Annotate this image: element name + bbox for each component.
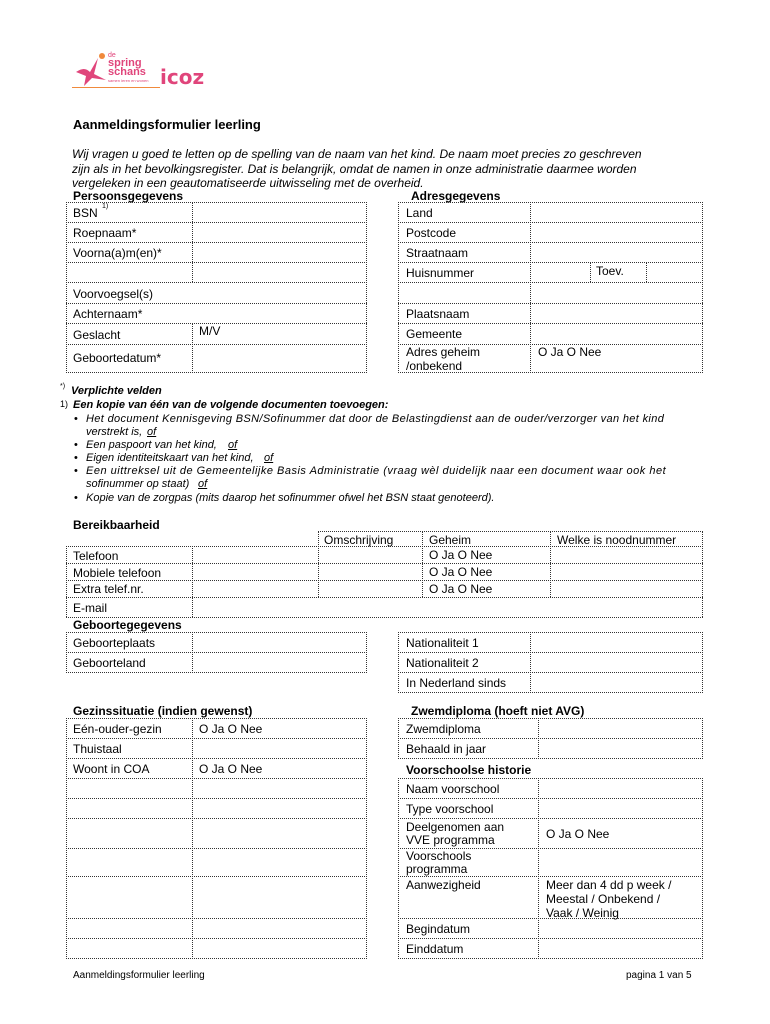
bullet-icon: • bbox=[74, 413, 78, 425]
kopie-note: Een kopie van één van de volgende documenten toevoegen: bbox=[73, 399, 389, 411]
doc-item-2-of: of bbox=[228, 439, 238, 451]
land-label: Land bbox=[406, 206, 433, 220]
bullet-icon: • bbox=[74, 492, 78, 504]
plaatsnaam-label: Plaatsnaam bbox=[406, 307, 470, 321]
logo-tagline: samen leren en wonen bbox=[108, 78, 149, 83]
zwemdiploma-label: Zwemdiploma bbox=[406, 722, 481, 736]
col-omschrijving: Omschrijving bbox=[324, 533, 394, 547]
doc-item-3-of: of bbox=[264, 452, 274, 464]
bullet-icon: • bbox=[74, 439, 78, 451]
mobiel-label: Mobiele telefoon bbox=[73, 566, 162, 580]
huisnummer-label: Huisnummer bbox=[406, 266, 475, 280]
roepnaam-label: Roepnaam* bbox=[73, 226, 137, 240]
programma-label-1: Voorschools bbox=[406, 849, 472, 863]
geboorteland-label: Geboorteland bbox=[73, 656, 146, 670]
in-nl-sinds-label: In Nederland sinds bbox=[406, 676, 507, 690]
voornamen-extra-field[interactable] bbox=[67, 263, 366, 282]
geboorteplaats-label: Geboorteplaats bbox=[73, 636, 156, 650]
programma-label-2: programma bbox=[406, 862, 468, 876]
logo-schans: schans bbox=[108, 66, 146, 78]
begindatum-label: Begindatum bbox=[406, 922, 471, 936]
geboortedatum-field[interactable] bbox=[193, 345, 366, 372]
one-footnote-mark: 1) bbox=[60, 399, 69, 409]
eenouder-label: Eén-ouder-gezin bbox=[73, 722, 162, 736]
footer-left: Aanmeldingsformulier leerling bbox=[73, 970, 205, 981]
telefoon-geheim[interactable]: O Ja O Nee bbox=[429, 548, 493, 562]
vve-label-1: Deelgenomen aan bbox=[406, 820, 505, 834]
adres-heading: Adresgegevens bbox=[411, 189, 501, 203]
doc-item-1-line-1: Het document Kennisgeving BSN/Sofinummer dat door de Belastingdienst aan de ouder/verzorger van het kind bbox=[86, 413, 665, 425]
logo-spring: spring bbox=[108, 57, 142, 69]
coa-label: Woont in COA bbox=[73, 762, 150, 776]
doc-item-4-line-1: Een uittreksel uit de Gemeentelijke Basis Administratie (vraag wèl duidelijk naar een document waar ook het bbox=[86, 465, 667, 477]
straatnaam-label: Straatnaam bbox=[406, 246, 469, 260]
behaald-label: Behaald in jaar bbox=[406, 742, 487, 756]
nationaliteit1-label: Nationaliteit 1 bbox=[406, 636, 479, 650]
mobiel-geheim[interactable]: O Ja O Nee bbox=[429, 565, 493, 579]
telefoon-label: Telefoon bbox=[73, 549, 119, 563]
verplicht-note: Verplichte velden bbox=[71, 385, 162, 397]
postcode-label: Postcode bbox=[406, 226, 457, 240]
naam-voorschool-label: Naam voorschool bbox=[406, 782, 500, 796]
voornamen-field[interactable] bbox=[193, 243, 366, 262]
toev-label: Toev. bbox=[596, 264, 624, 278]
logo-underline bbox=[72, 87, 160, 88]
doc-item-1-of: of bbox=[147, 426, 157, 438]
doc-item-2: Een paspoort van het kind, bbox=[86, 439, 217, 451]
voornamen-label: Voorna(a)m(en)* bbox=[73, 246, 162, 260]
bsn-field[interactable] bbox=[193, 203, 366, 222]
geslacht-label: Geslacht bbox=[73, 328, 121, 342]
col-geheim: Geheim bbox=[429, 533, 472, 547]
doc-item-1-line-2: verstrekt is, bbox=[86, 426, 143, 438]
type-voorschool-label: Type voorschool bbox=[406, 802, 494, 816]
intro-line-1: Wij vragen u goed te letten op de spelling van de naam van het kind. De naam moet precies zo geschreven bbox=[72, 147, 642, 161]
star-footnote-mark: *) bbox=[60, 383, 66, 390]
bullet-icon: • bbox=[74, 452, 78, 464]
vve-options[interactable]: O Ja O Nee bbox=[546, 827, 610, 841]
achternaam-label: Achternaam* bbox=[73, 307, 143, 321]
intro-line-2: zijn als in het bevolkingsregister. Dat is belangrijk, omdat de namen in onze administratie daarmee worden bbox=[72, 162, 637, 176]
page-title: Aanmeldingsformulier leerling bbox=[73, 117, 261, 132]
adres-geheim-options[interactable]: O Ja O Nee bbox=[538, 345, 602, 359]
geboorte-heading: Geboortegegevens bbox=[73, 618, 182, 632]
extra-telef-label: Extra telef.nr. bbox=[73, 582, 144, 596]
adres-geheim-label-1: Adres geheim bbox=[406, 345, 481, 359]
geslacht-value[interactable]: M/V bbox=[199, 324, 221, 338]
voorschool-heading: Voorschoolse historie bbox=[406, 763, 532, 777]
einddatum-label: Einddatum bbox=[406, 942, 464, 956]
adres-geheim-label-2: /onbekend bbox=[406, 359, 463, 373]
aanwezigheid-label: Aanwezigheid bbox=[406, 878, 481, 892]
aanwezigheid-value-1[interactable]: Meer dan 4 dd p week / bbox=[546, 878, 672, 892]
logo-de: de bbox=[108, 52, 116, 59]
icoz-logo: icoz bbox=[160, 65, 205, 89]
zwem-heading: Zwemdiploma (hoeft niet AVG) bbox=[411, 704, 585, 718]
gezin-heading: Gezinssituatie (indien gewenst) bbox=[73, 704, 253, 718]
aanwezigheid-value-2[interactable]: Meestal / Onbekend / bbox=[546, 892, 661, 906]
geboortedatum-label: Geboortedatum* bbox=[73, 351, 162, 365]
nationaliteit2-label: Nationaliteit 2 bbox=[406, 656, 479, 670]
roepnaam-field[interactable] bbox=[193, 223, 366, 242]
bsn-label: BSN bbox=[73, 206, 98, 220]
coa-options[interactable]: O Ja O Nee bbox=[199, 762, 263, 776]
bullet-icon: • bbox=[74, 465, 78, 477]
doc-item-4-of: of bbox=[198, 478, 208, 490]
eenouder-options[interactable]: O Ja O Nee bbox=[199, 722, 263, 736]
doc-item-3: Eigen identiteitskaart van het kind, bbox=[86, 452, 254, 464]
bereik-heading: Bereikbaarheid bbox=[73, 518, 160, 532]
vve-label-2: VVE programma bbox=[406, 833, 495, 847]
extra-telef-geheim[interactable]: O Ja O Nee bbox=[429, 582, 493, 596]
spring-figure-icon bbox=[72, 50, 112, 90]
intro-line-3: vergeleken in een geautomatiseerde uitwisseling met de overheid. bbox=[72, 176, 424, 190]
aanwezigheid-value-3[interactable]: Vaak / Weinig bbox=[546, 906, 619, 920]
email-field[interactable] bbox=[193, 598, 701, 616]
email-label: E-mail bbox=[73, 601, 108, 615]
persoon-heading: Persoonsgegevens bbox=[73, 189, 184, 203]
col-noodnummer: Welke is noodnummer bbox=[557, 533, 677, 547]
doc-item-5: Kopie van de zorgpas (mits daarop het sofinummer ofwel het BSN staat genoteerd). bbox=[86, 492, 495, 504]
doc-item-4-line-2: sofinummer op staat) bbox=[86, 478, 190, 490]
footer-page-number: pagina 1 van 5 bbox=[626, 970, 692, 981]
thuistaal-label: Thuistaal bbox=[73, 742, 122, 756]
gemeente-label: Gemeente bbox=[406, 327, 463, 341]
bsn-footnote-mark: 1) bbox=[102, 203, 109, 210]
voorvoegsel-label: Voorvoegsel(s) bbox=[73, 287, 154, 301]
